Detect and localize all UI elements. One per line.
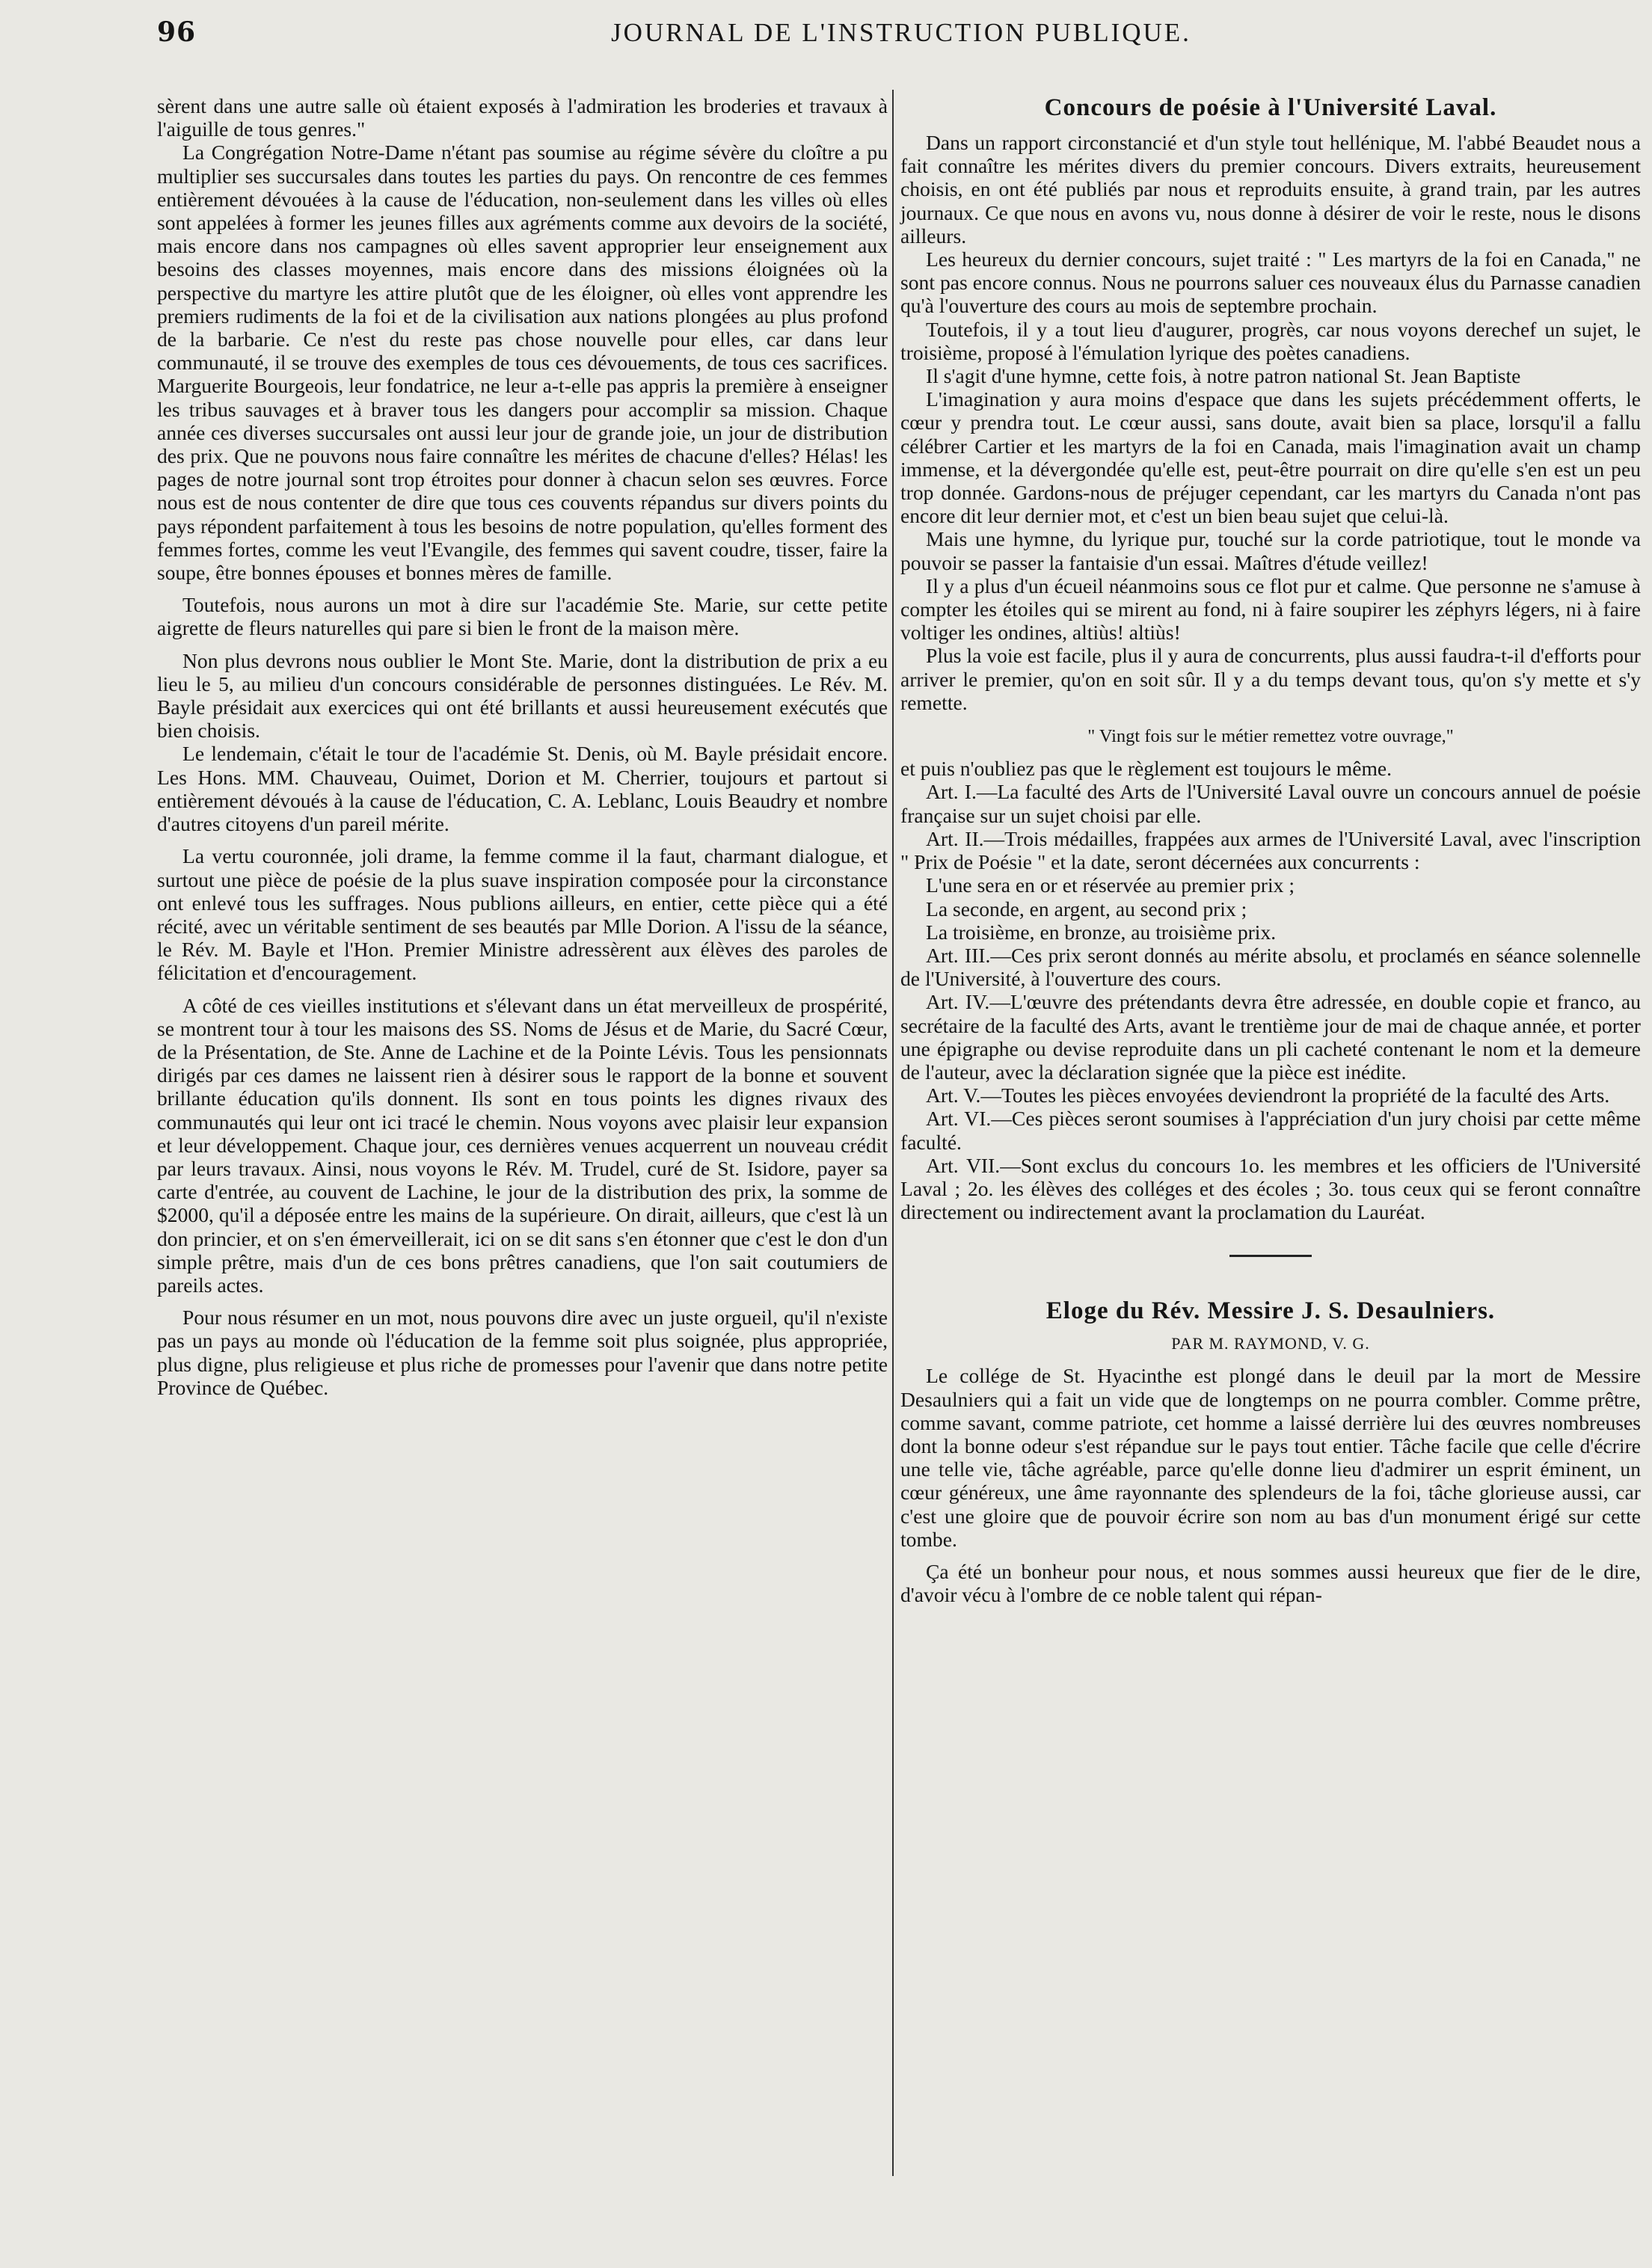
paragraph: Le lendemain, c'était le tour de l'académie St. Denis, où M. Bayle présidait encore. Les Hons. MM. Chauveau, Ouimet, Dorion et M. Cherrier, toujours et partout si entièrement dévoués à la cause de l'éducation, C. A. Leblanc, Louis Beaudry et nombre d'autres citoyens d'un pareil mérite. [157, 742, 888, 836]
regulation-article: Art. VII.—Sont exclus du concours 1o. les membres et les officiers de l'Université Laval ; 2o. les élèves des colléges et des écoles ; 3o. tous ceux qui se feront connaître directement ou indirectement avant la proclamation du Lauréat. [900, 1153, 1641, 1224]
regulation-article: Art. I.—La faculté des Arts de l'Université Laval ouvre un concours annuel de poésie française sur un sujet choisi par elle. [900, 780, 1641, 827]
regulation-item: La seconde, en argent, au second prix ; [926, 897, 1247, 921]
paragraph: Dans un rapport circonstancié et d'un style tout hellénique, M. l'abbé Beaudet nous a fait connaître les mérites divers du premier concours. Divers extraits, heureusement choisis, en ont été publiés par nous et reproduits ensuite, à grand train, par les autres journaux. Ce que nous en avons vu, nous donne à désirer de voir le reste, nous le disons ailleurs. [900, 131, 1641, 248]
paragraph: Toutefois, nous aurons un mot à dire sur l'académie Ste. Marie, sur cette petite aigrette de fleurs naturelles qui pare si bien le front de la maison mère. [157, 593, 888, 640]
regulation-item: L'une sera en or et réservée au premier prix ; [926, 873, 1295, 897]
running-title: JOURNAL DE L'INSTRUCTION PUBLIQUE. [611, 18, 1191, 47]
regulation-item: La troisième, en bronze, au troisième prix. [926, 920, 1277, 944]
paragraph: Plus la voie est facile, plus il y aura de concurrents, plus aussi faudra-t-il d'efforts pour arriver le premier, qu'on en soit sûr. Il y a du temps devant tous, qu'on s'y mette et s'y remette. [900, 644, 1641, 714]
regulation-article: Art. III.—Ces prix seront donnés au mérite absolu, et proclamés en séance solennelle de l'Université, à l'ouverture des cours. [900, 943, 1641, 991]
article-title-eloge: Eloge du Rév. Messire J. S. Desaulniers. [1045, 1297, 1496, 1325]
left-column [157, 94, 888, 1399]
paragraph: Il y a plus d'un écueil néanmoins sous ce flot pur et calme. Que personne ne s'amuse à compter les étoiles qui se mirent au fond, ni à faire soupirer les zéphyrs légers, ni à faire voltiger les ondines, altiùs! altiùs! [900, 574, 1641, 645]
paragraph: et puis n'oubliez pas que le règlement est toujours le même. [900, 757, 1392, 781]
paragraph: Les heureux du dernier concours, sujet traité : " Les martyrs de la foi en Canada," ne sont pas encore connus. Nous ne pourrons saluer ces nouveaux élus du Parnasse canadien qu'à l'ouverture des cours au mois de septembre prochain. [900, 248, 1641, 318]
column-rule [892, 90, 894, 2176]
paragraph: Toutefois, il y a tout lieu d'augurer, progrès, car nous voyons derechef un sujet, le troisième, proposé à l'émulation lyrique des poètes canadiens. [900, 317, 1641, 364]
regulation-article: Art. IV.—L'œuvre des prétendants devra être adressée, en double copie et franco, au secrétaire de la faculté des Arts, avant le trentième jour de mai de chaque année, et porter une épigraphe ou devise reproduite dans un pli cacheté contenant le nom et la demeure de l'auteur, avec la déclaration signée que la pièce est inédite. [900, 990, 1641, 1084]
paragraph: L'imagination y aura moins d'espace que dans les sujets précédemment offerts, le cœur y prendra tout. Le cœur aussi, sans doute, avait bien sa place, lorsqu'il a fallu célébrer Cartier et les martyrs de la foi en Canada, mais l'imagination avait un champ immense, et la dévergondée qu'elle est, peut-être pourrait on dire qu'elle s'en est un peu trop donnée. Gardons-nous de préjuger cependant, car les martyrs du Canada n'ont pas encore dit leur dernier mot, et c'est un bien beau sujet que celui-là. [900, 387, 1641, 528]
section-divider [1229, 1255, 1312, 1257]
paragraph: Il s'agit d'une hymne, cette fois, à notre patron national St. Jean Baptiste [926, 364, 1521, 388]
paragraph: sèrent dans une autre salle où étaient exposés à l'admiration les broderies et travaux à l'aiguille de tous genres." [157, 94, 888, 141]
regulation-article: Art. VI.—Ces pièces seront soumises à l'appréciation d'un jury choisi par cette même faculté. [900, 1107, 1641, 1154]
regulation-article: Art. II.—Trois médailles, frappées aux armes de l'Université Laval, avec l'inscription " Prix de Poésie " et la date, seront décernées aux concurrents : [900, 826, 1641, 874]
page-header [157, 16, 1645, 55]
paragraph: A côté de ces vieilles institutions et s'élevant dans un état merveilleux de prospérité, se montrent tour à tour les maisons des SS. Noms de Jésus et de Marie, du Sacré Cœur, de la Présentation, de Ste. Anne de Lachine et de la Pointe Lévis. Tous les pensionnats dirigés par ces dames ne laissent rien à désirer sous le rapport de la bonne et souvent brillante éducation qu'ils donnent. Ils sont en tous points les dignes rivaux des communautés qui leur ont ici tracé le chemin. Nous voyons avec plaisir leur expansion et leur développement. Chaque jour, ces dernières venues acquerrent un nouveau crédit par leurs travaux. Ainsi, nous voyons le Rév. M. Trudel, curé de St. Isidore, payer sa carte d'entrée, au couvent de Lachine, le jour de la distribution des prix, la somme de $2000, qu'il a déposée entre les mains de la supérieure. On dirait, ailleurs, que c'est là un don princier, et on s'en émerveillerait, ici on se dit sans s'en étonner que c'est le don d'un simple prêtre, mais d'un de ces bons prêtres canadiens, que l'on sait coutumiers de pareils actes. [157, 993, 888, 1297]
byline: PAR M. RAYMOND, V. G. [1171, 1334, 1370, 1353]
regulation-article: Art. V.—Toutes les pièces envoyées deviendront la propriété de la faculté des Arts. [926, 1084, 1610, 1107]
paragraph: La vertu couronnée, joli drame, la femme comme il la faut, charmant dialogue, et surtout une pièce de poésie de la plus suave inspiration composée pour la circonstance ont enlevé tous les suffrages. Nous publions ailleurs, en entier, cette pièce qui a été récité, avec un véritable sentiment de ses beautés par Mlle Dorion. A l'issu de la séance, le Rév. M. Bayle et l'Hon. Premier Ministre adressèrent aux élèves des paroles de félicitation et d'encouragement. [157, 844, 888, 985]
page-number: 96 [157, 16, 197, 48]
article-title-concours: Concours de poésie à l'Université Laval. [1044, 94, 1497, 121]
paragraph: La Congrégation Notre-Dame n'étant pas soumise au régime sévère du cloître a pu multiplier ses succursales dans toutes les parties du pays. On rencontre de ces femmes entièrement dévouées à la cause de l'éducation, non-seulement dans les villes où elles sont appelées à former les jeunes filles aux agréments comme aux devoirs de la société, mais encore dans nos campagnes où elles savent approprier leur enseignement aux besoins des classes moyennes, mais encore dans des missions éloignées où la perspective du martyre les attire plutôt que de les éloigner, où elles vont apprendre les premiers rudiments de la foi et de la civilisation aux nations plongées au plus profond de la barbarie. Ce n'est du reste pas chose nouvelle pour elles, car dans leur communauté, il se trouve des exemples de tous ces dévouements, de tous ces sacrifices. Marguerite Bourgeois, leur fondatrice, ne leur a-t-elle pas appris la première à enseigner les tribus sauvages et à braver tous les dangers pour accomplir sa mission. Chaque année ces diverses succursales ont aussi leur jour de grande joie, un jour de distribution des prix. Que ne pouvons nous faire connaître les mérites de chacune d'elles? Hélas! les pages de notre journal sont trop étroites pour donner à chacun selon ses œuvres. Force nous est de nous contenter de dire que tous ces couvents répandus sur divers points du pays répondent parfaitement à tous les besoins de notre population, qu'elles forment des femmes fortes, comme les veut l'Evangile, des femmes qui savent coudre, tisser, faire la soupe, être bonnes épouses et bonnes mères de famille. [157, 141, 888, 585]
right-column [900, 94, 1641, 1606]
paragraph: Le collége de St. Hyacinthe est plongé dans le deuil par la mort de Messire Desaulniers qui a fait un vide que de longtemps on ne pourra combler. Comme prêtre, comme savant, comme patriote, cet homme a laissé derrière lui des œuvres nombreuses dont la bonne odeur s'est répandue sur le pays tout entier. Tâche facile que celle d'écrire une telle vie, tâche agréable, parce qu'elle donne lieu d'admirer un esprit éminent, un cœur généreux, une âme rayonnante des splendeurs de la foi, tâche glorieuse aussi, car c'est une gloire que de pouvoir écrire son nom au bas d'un monument érigé sur cette tombe. [900, 1364, 1641, 1551]
paragraph: Ça été un bonheur pour nous, et nous sommes aussi heureux que fier de le dire, d'avoir vécu à l'ombre de ce noble talent qui répan- [900, 1559, 1641, 1607]
paragraph: Non plus devrons nous oublier le Mont Ste. Marie, dont la distribution de prix a eu lieu le 5, au milieu d'un concours considérable de personnes distinguées. Le Rév. M. Bayle présidait aux exercices qui ont été brillants et aussi heureusement exécutés que bien choisis. [157, 648, 888, 743]
verse-quote: " Vingt fois sur le métier remettez votre ouvrage," [1087, 726, 1454, 747]
paragraph: Pour nous résumer en un mot, nous pouvons dire avec un juste orgueil, qu'il n'existe pas un pays au monde où l'éducation de la femme soit plus soignée, plus appropriée, plus digne, plus religieuse et plus riche de promesses pour l'avenir que dans notre petite Province de Québec. [157, 1306, 888, 1399]
paragraph: Mais une hymne, du lyrique pur, touché sur la corde patriotique, tout le monde va pouvoir se passer la fantaisie d'un essai. Maîtres d'étude veillez! [900, 527, 1641, 574]
